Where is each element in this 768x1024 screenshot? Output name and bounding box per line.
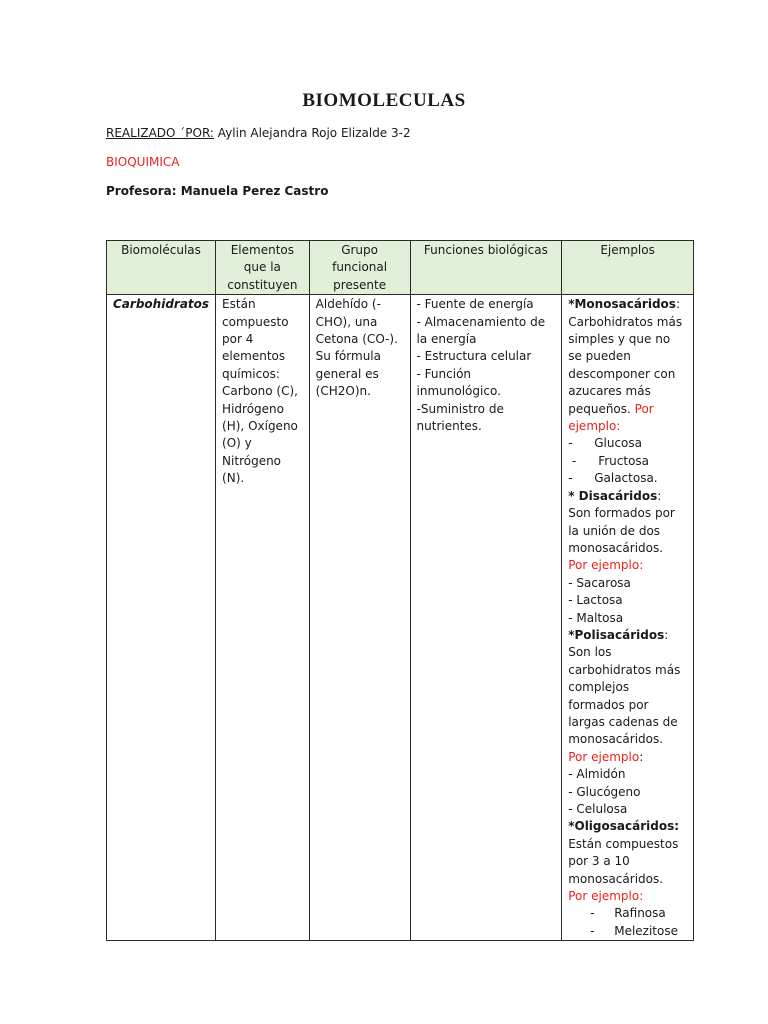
list-item: - Almidón <box>568 767 626 782</box>
list-item: - Maltosa <box>568 610 624 625</box>
list-item: - Rafinosa <box>590 906 666 921</box>
di-desc: : Son formados por la unión de dos monosacáridos. <box>568 488 675 555</box>
list-item: - Sacarosa <box>568 575 631 590</box>
mono-desc: : Carbohidratos más simples y que no se pueden descomponer con azucares más pequeños. <box>568 297 683 416</box>
biomolecules-table <box>106 240 694 941</box>
di-block <box>568 488 687 558</box>
author-label: REALIZADO ´POR: <box>106 126 214 140</box>
list-item: - Glucosa <box>568 436 643 451</box>
function-item: - Almacenamiento de la energía <box>416 314 546 347</box>
di-title: * Disacáridos <box>568 488 658 503</box>
poli-por-line: Por ejemplo: <box>568 749 644 764</box>
table-row <box>107 295 694 941</box>
oligo-block <box>568 818 687 888</box>
cell-functions <box>410 295 562 941</box>
list-item: - Lactosa <box>568 593 623 608</box>
function-item: - Función inmunológico. <box>416 366 501 399</box>
list-item: - Glucógeno <box>568 784 641 799</box>
author-line <box>106 126 411 140</box>
document-title: BIOMOLECULAS <box>302 90 466 111</box>
header-ejemplos: Ejemplos <box>562 241 694 295</box>
oligo-desc: Están compuestos por 3 a 10 monosacáridos. <box>568 836 679 886</box>
header-biomoleculas: Biomoléculas <box>107 241 216 295</box>
header-funciones: Funciones biológicas <box>410 241 562 295</box>
mono-title: *Monosacáridos <box>568 297 676 312</box>
function-item: -Suministro de nutrientes. <box>416 401 504 434</box>
mono-block <box>568 296 687 435</box>
oligo-title: *Oligosacáridos: <box>568 819 680 834</box>
list-item: - Fructosa <box>568 453 650 468</box>
function-item: - Fuente de energía <box>416 297 534 312</box>
mono-por-ejemplo: Por ejemplo: <box>568 401 654 434</box>
di-por-ejemplo: Por ejemplo: <box>568 558 644 573</box>
header-grupo: Grupo funcional presente <box>309 241 410 295</box>
poli-desc: : Son los carbohidratos más complejos formados por largas cadenas de monosacáridos. <box>568 627 681 747</box>
table-header-row <box>107 241 694 295</box>
list-item: - Galactosa. <box>568 471 658 486</box>
poli-block <box>568 627 687 749</box>
list-item: - Melezitose <box>590 923 678 938</box>
header-elementos: Elementos que la constituyen <box>216 241 310 295</box>
cell-group: Aldehído (-CHO), una Cetona (CO-). Su fórmula general es (CH2O)n. <box>309 295 410 941</box>
author-name: Aylin Alejandra Rojo Elizalde 3-2 <box>213 126 411 140</box>
teacher-line: Profesora: Manuela Perez Castro <box>106 184 329 198</box>
list-item: - Celulosa <box>568 802 628 816</box>
subject-line: BIOQUIMICA <box>106 155 180 169</box>
function-item: - Estructura celular <box>416 349 532 364</box>
cell-category: Carbohidratos <box>107 295 216 941</box>
cell-examples <box>562 295 694 941</box>
cell-elements: Están compuesto por 4 elementos químicos: Carbono (C), Hidrógeno (H), Oxígeno (O) y Nitrógeno (N). <box>216 295 310 941</box>
poli-title: *Polisacáridos <box>568 627 665 642</box>
poli-por-ejemplo: Por ejemplo <box>568 749 640 764</box>
oligo-por-ejemplo: Por ejemplo: <box>568 889 644 904</box>
